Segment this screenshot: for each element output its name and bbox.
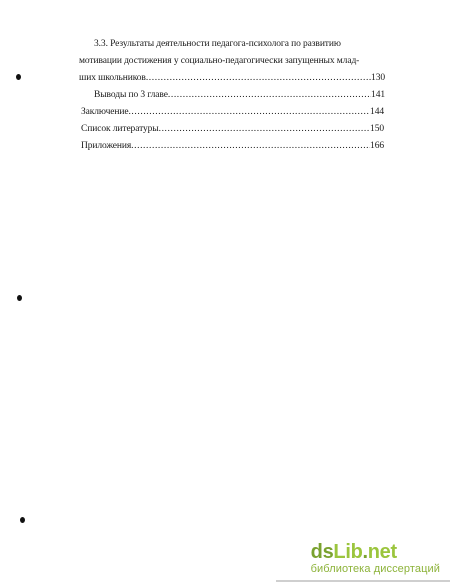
binding-hole-top [16, 74, 21, 80]
toc-entry-label: Список литературы [81, 124, 159, 134]
dslib-subtitle: библиотека диссертаций [310, 563, 440, 575]
toc-section-3-3-line1: 3.3. Результаты деятельности педагога-психолога по развитию [94, 39, 341, 49]
toc-page-number: 141 [371, 90, 385, 100]
toc-entry-conclusion [81, 106, 384, 118]
toc-leader-dots [128, 106, 370, 118]
toc-leader-dots [159, 123, 370, 135]
dslib-watermark [311, 542, 440, 576]
toc-page-number: 166 [370, 141, 384, 151]
toc-page-number: 144 [370, 107, 384, 117]
toc-page-number: 150 [370, 124, 384, 134]
toc-entry-references [81, 123, 384, 135]
toc-section-3-3-line2: мотивации достижения у социально-педагогически запущенных млад- [79, 56, 360, 66]
toc-entry-conclusions-ch3 [94, 89, 385, 101]
toc-section-3-3-line3 [79, 72, 385, 84]
toc-leader-dots [146, 72, 371, 84]
toc-leader-dots [168, 89, 371, 101]
toc-page-number: 130 [371, 73, 385, 83]
toc-entry-appendices [81, 140, 384, 152]
dslib-logo: dsLib.net [310, 541, 397, 563]
toc-entry-label: Выводы по 3 главе [94, 90, 168, 100]
binding-hole-middle [17, 295, 22, 301]
toc-entry-label: Заключение [81, 107, 129, 117]
toc-leader-dots [131, 140, 370, 152]
binding-hole-bottom [20, 517, 25, 523]
toc-entry-label: ших школьников [79, 73, 146, 83]
toc-entry-label: Приложения [81, 141, 132, 151]
